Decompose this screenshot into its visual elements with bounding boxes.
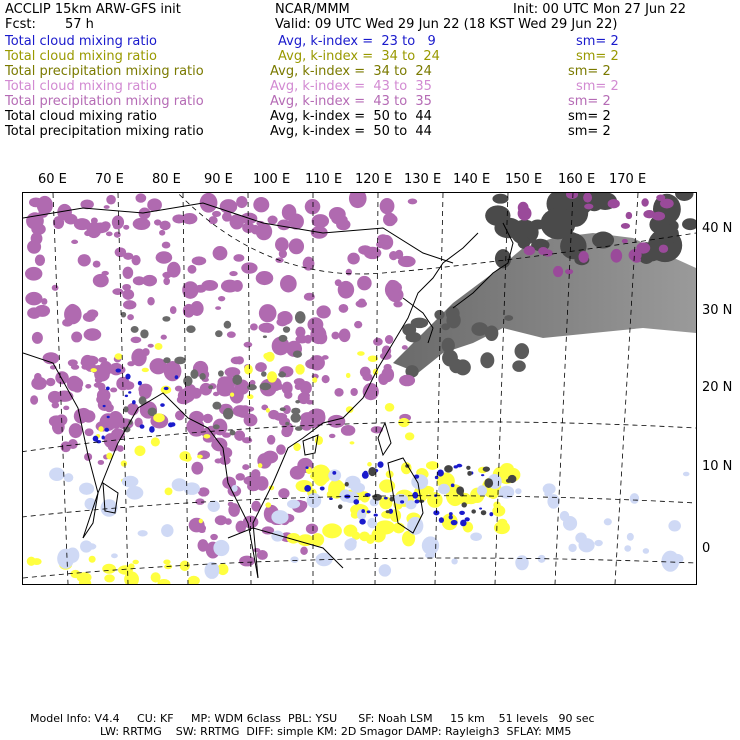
latitude-label: 30 N [702,303,733,318]
model-title: ACCLIP 15km ARW-GFS init [5,2,181,17]
field-name: Total cloud mixing ratio [5,34,158,49]
longitude-label: 80 E [152,172,181,187]
longitude-label: 150 E [505,172,543,187]
forecast-label: Fcst: [5,17,36,32]
field-avg: Avg, k-index = 50 to 44 [270,109,432,124]
longitude-label: 120 E [355,172,393,187]
field-smoothing: sm= 2 [568,109,611,124]
longitude-label: 140 E [453,172,491,187]
latitude-label: 20 N [702,380,733,395]
field-smoothing: sm= 2 [576,34,619,49]
field-smoothing: sm= 2 [568,124,611,139]
longitude-label: 60 E [38,172,67,187]
field-avg: Avg, k-index = 23 to 9 [278,34,436,49]
map-canvas [23,193,696,584]
center-label: NCAR/MMM [275,2,350,17]
field-avg: Avg, k-index = 34 to 24 [278,49,440,64]
field-smoothing: sm= 2 [568,94,611,109]
longitude-label: 160 E [558,172,596,187]
longitude-label: 100 E [253,172,291,187]
field-name: Total cloud mixing ratio [5,109,158,124]
latitude-label: 0 [702,541,711,556]
field-name: Total precipitation mixing ratio [5,64,204,79]
longitude-label: 70 E [95,172,124,187]
longitude-label: 170 E [609,172,647,187]
longitude-label: 90 E [204,172,233,187]
field-smoothing: sm= 2 [568,64,611,79]
latitude-label: 10 N [702,459,733,474]
cloud-shading [25,193,696,584]
footer-physics-info: LW: RRTMG SW: RRTMG DIFF: simple KM: 2D Smagor DAMP: Rayleigh3 SFLAY: MM5 [100,725,572,738]
map-panel [22,192,697,585]
field-name: Total precipitation mixing ratio [5,124,204,139]
field-avg: Avg, k-index = 43 to 35 [270,94,432,109]
field-smoothing: sm= 2 [576,49,619,64]
longitude-label: 130 E [404,172,442,187]
init-time: Init: 00 UTC Mon 27 Jun 22 [513,2,687,17]
longitude-label: 110 E [305,172,343,187]
footer-model-info: Model Info: V4.4 CU: KF MP: WDM 6class PBL: YSU SF: Noah LSM 15 km 51 levels 90 sec [30,712,595,725]
latitude-label: 40 N [702,221,733,236]
field-name: Total precipitation mixing ratio [5,94,204,109]
field-avg: Avg, k-index = 43 to 35 [270,79,432,94]
field-avg: Avg, k-index = 50 to 44 [270,124,432,139]
field-avg: Avg, k-index = 34 to 24 [270,64,432,79]
field-name: Total cloud mixing ratio [5,49,158,64]
valid-time: Valid: 09 UTC Wed 29 Jun 22 (18 KST Wed 29 Jun 22) [275,17,618,32]
field-smoothing: sm= 2 [576,79,619,94]
forecast-hours: 57 h [65,17,94,32]
field-name: Total cloud mixing ratio [5,79,158,94]
